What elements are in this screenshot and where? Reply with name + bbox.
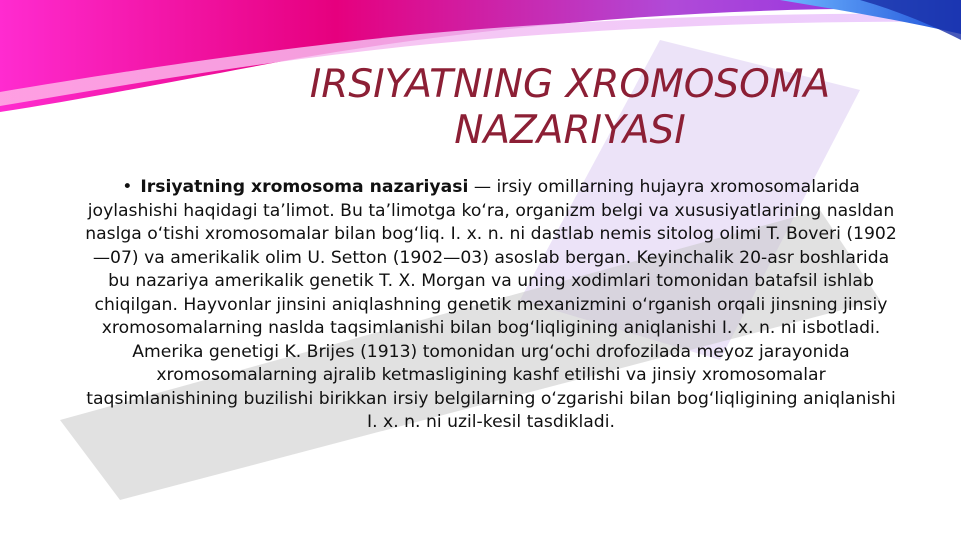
body-paragraph — [82, 176, 900, 435]
title-line-1: IRSIYATNING XROMOSOMA — [309, 62, 831, 107]
title-line-2: NAZARIYASI — [454, 108, 686, 153]
bullet-icon: • — [122, 177, 133, 197]
slide-title — [290, 62, 850, 154]
definition-term: Irsiyatning xromosoma nazariyasi — [140, 177, 469, 197]
definition-text: — irsiy omillarning hujayra xromosomalarida joylashishi haqidagi ta’limot. Bu ta’limotga ko‘ra, organizm belgi va xususiyatlarining nasldan naslga o‘tishi xromosomalar bilan bog‘liq. I. x. n. ni dastlab nemis sitolog olimi T. Boveri (1902—07) va amerikalik olim U. Setton (1902—03) asoslab bergan. Keyinchalik 20-asr boshlarida bu nazariya amerikalik genetik T. X. Morgan va uning xodimlari tomonidan batafsil ishlab chiqilgan. Hayvonlar jinsini aniqlashning genetik mexanizmini o‘rganish orqali jinsning jinsiy xromosomalarning naslda taqsimlanishi bilan bog‘liqligining aniqlanishi I. x. n. ni isbotladi. Amerika genetigi K. Brijes (1913) tomonidan urg‘ochi drofozilada meyoz jarayonida xromosomalarning ajralib ketmasligining kashf etilishi va jinsiy xromosomalar taqsimlanishining buzilishi birikkan irsiy belgilarning o‘zgarishi bilan bog‘liqligining aniqlanishi I. x. n. ni uzil-kesil tasdikladi. — [85, 177, 897, 432]
